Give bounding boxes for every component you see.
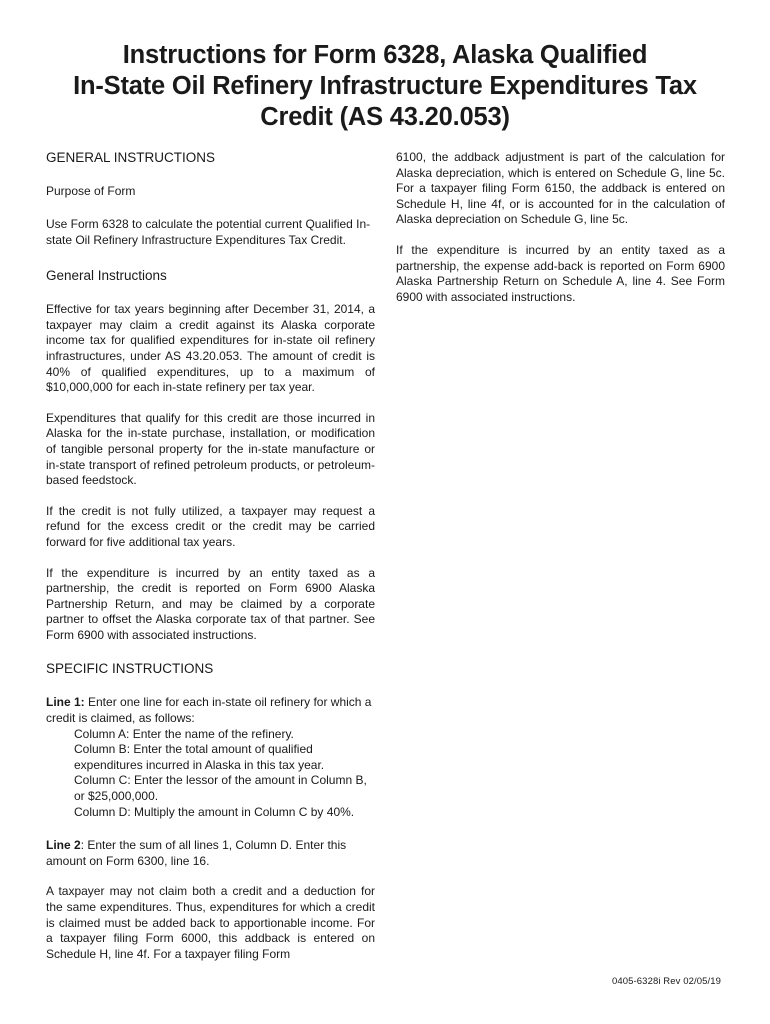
form-revision-footer: 0405-6328i Rev 02/05/19 <box>612 976 721 987</box>
line-1-instruction <box>46 695 375 726</box>
column-c-instruction: Column C: Enter the lessor of the amount in Column B, or $25,000,000. <box>74 773 367 804</box>
general-instructions-heading: GENERAL INSTRUCTIONS <box>46 150 216 165</box>
page-title <box>40 40 730 133</box>
general-para-3: If the credit is not fully utilized, a taxpayer may request a refund for the excess credit or the credit may be carried forward for five additional tax years. <box>46 503 375 549</box>
title-line-1: Instructions for Form 6328, Alaska Qualified <box>122 41 648 69</box>
title-line-3: Credit (AS 43.20.053) <box>260 103 510 131</box>
right-column <box>396 150 725 305</box>
line-2-text: : Enter the sum of all lines 1, Column D. Enter this amount on Form 6300, line 16. <box>46 838 347 868</box>
general-para-2: Expenditures that qualify for this credit are those incurred in Alaska for the in-state purchase, installation, or modification of tangible personal property for the in-state manufacture or in-state transport of refined petroleum products, or petroleum-based feedstock. <box>46 410 375 488</box>
column-a-instruction: Column A: Enter the name of the refinery. <box>74 726 294 741</box>
line-1-label: Line 1: <box>46 695 85 710</box>
purpose-text: Use Form 6328 to calculate the potential current Qualified In-state Oil Refinery Infrastructure Expenditures Tax Credit. <box>46 217 371 247</box>
line-2-label: Line 2 <box>46 838 81 853</box>
specific-instructions-heading: SPECIFIC INSTRUCTIONS <box>46 661 214 677</box>
general-subheading: General Instructions <box>46 268 167 284</box>
title-line-2: In-State Oil Refinery Infrastructure Expenditures Tax <box>73 72 697 100</box>
line-1-text: Enter one line for each in-state oil refinery for which a credit is claimed, as follows: <box>46 695 372 726</box>
column-d-instruction: Column D: Multiply the amount in Column C by 40%. <box>74 804 355 819</box>
addback-para: A taxpayer may not claim both a credit and a deduction for the same expenditures. Thus, expenditures for which a credit is claimed must be added back to apportionable income. For a taxpayer filing Form 6000, this addback is entered on Schedule H, line 4f. For a taxpayer filing Form <box>46 884 375 961</box>
column-b-instruction: Column B: Enter the total amount of qualified expenditures incurred in Alaska in this tax year. <box>74 742 325 772</box>
partnership-addback-para: If the expenditure is incurred by an entity taxed as a partnership, the expense add-back is reported on Form 6900 Alaska Partnership Return on Schedule A, line 4. See Form 6900 with associated instructions. <box>396 242 725 304</box>
general-para-4: If the expenditure is incurred by an entity taxed as a partnership, the credit is reported on Form 6900 Alaska Partnership Return, and may be claimed by a corporate partner to offset the Alaska corporate tax of that partner. See Form 6900 with associated instructions. <box>46 565 375 642</box>
general-para-1: Effective for tax years beginning after December 31, 2014, a taxpayer may claim a credit against its Alaska corporate income tax for qualified expenditures for in-state oil refinery infrastructures, under AS 43.20.053. The amount of credit is 40% of qualified expenditures, up to a maximum of $10,000,000 for each in-state refinery per tax year. <box>46 302 375 395</box>
left-column <box>46 150 375 962</box>
purpose-heading: Purpose of Form <box>46 184 136 198</box>
line-2-instruction <box>46 838 375 869</box>
addback-para-continued: 6100, the addback adjustment is part of the calculation for Alaska depreciation, which is entered on Schedule G, line 5c. For a taxpayer filing Form 6150, the addback is entered on Schedule H, line 4f, or is accounted for in the calculation of Alaska depreciation on Schedule G, line 5c. <box>396 150 725 227</box>
